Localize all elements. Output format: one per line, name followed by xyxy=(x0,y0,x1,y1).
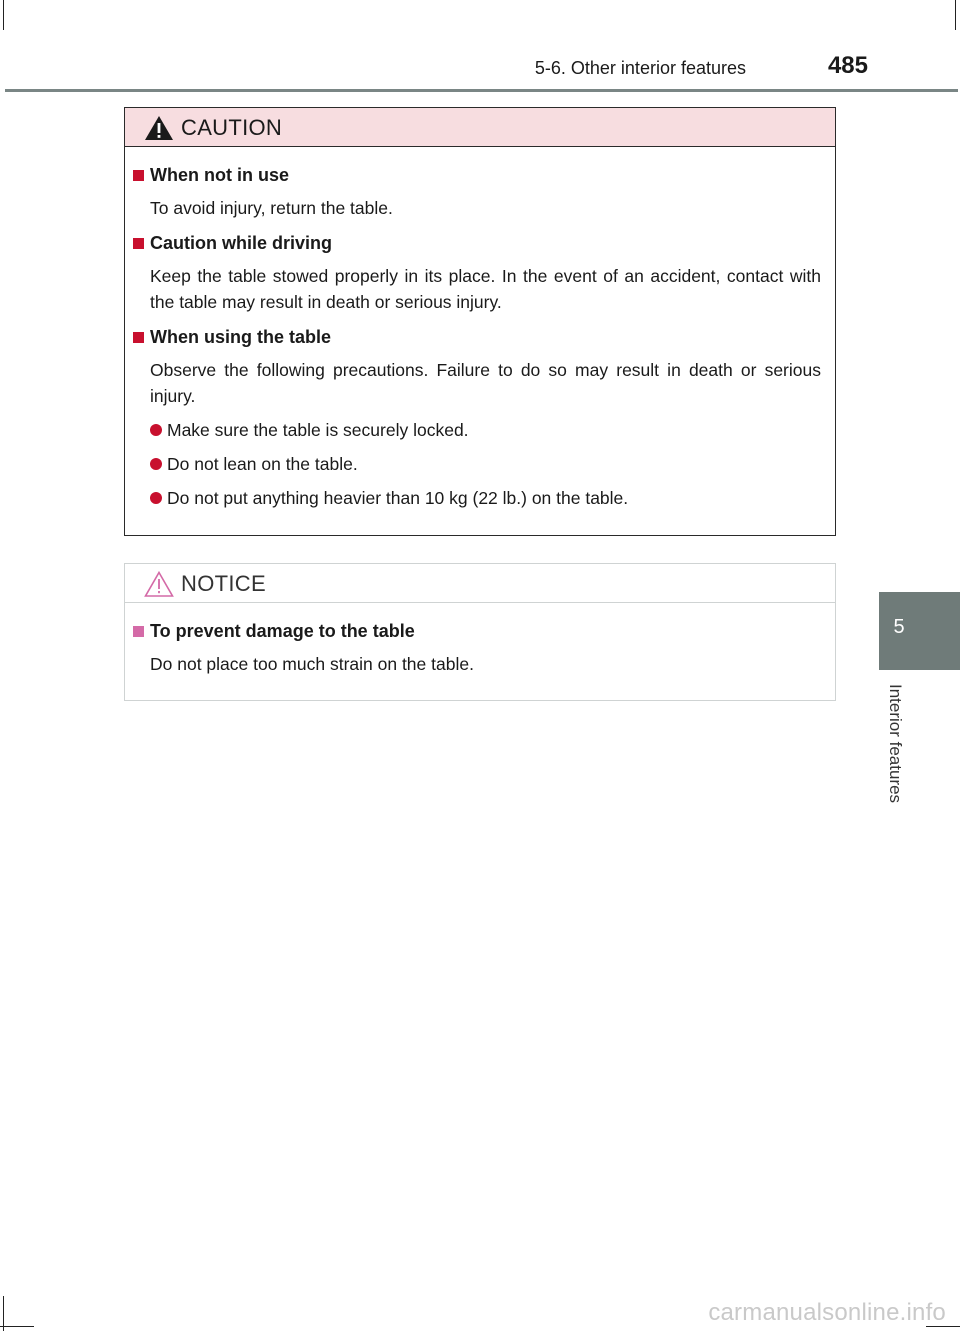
section-title: 5-6. Other interior features xyxy=(534,58,746,78)
caution-title: CAUTION xyxy=(181,115,283,140)
crop-mark xyxy=(0,1326,34,1327)
caution-heading xyxy=(133,161,821,189)
notice-box xyxy=(124,563,836,701)
chapter-number: 5 xyxy=(893,616,905,638)
caution-text: Observe the following precautions. Failure to do so may result in death or serious injury. xyxy=(150,360,821,406)
caution-header xyxy=(125,108,835,147)
bullet-text: Make sure the table is securely locked. xyxy=(167,420,469,440)
notice-heading xyxy=(133,617,821,645)
caution-bullet xyxy=(150,485,821,511)
round-bullet-icon xyxy=(150,458,162,470)
chapter-label: Interior features xyxy=(886,684,905,804)
notice-triangle-icon xyxy=(143,570,175,598)
heading-text: Caution while driving xyxy=(150,232,333,253)
crop-mark xyxy=(955,0,956,30)
caution-heading xyxy=(133,323,821,351)
caution-heading xyxy=(133,229,821,257)
watermark: carmanualsonline.info xyxy=(708,1299,946,1326)
square-bullet-icon xyxy=(133,626,144,637)
caution-bullet xyxy=(150,451,821,477)
caution-text: Keep the table stowed properly in its place. In the event of an accident, contact with the table may result in death or serious injury. xyxy=(150,266,821,312)
heading-text: When not in use xyxy=(150,164,289,185)
square-bullet-icon xyxy=(133,170,144,181)
caution-box xyxy=(124,107,836,536)
heading-text: To prevent damage to the table xyxy=(150,620,415,641)
bullet-text: Do not put anything heavier than 10 kg (22 lb.) on the table. xyxy=(167,488,629,508)
chapter-tab xyxy=(879,592,960,670)
square-bullet-icon xyxy=(133,238,144,249)
round-bullet-icon xyxy=(150,424,162,436)
page-number: 485 xyxy=(827,52,868,79)
caution-text: To avoid injury, return the table. xyxy=(150,198,393,218)
crop-mark xyxy=(3,0,4,30)
caution-bullet xyxy=(150,417,821,443)
notice-header xyxy=(125,564,835,603)
notice-title: NOTICE xyxy=(181,571,266,596)
warning-triangle-icon xyxy=(143,114,175,142)
bullet-text: Do not lean on the table. xyxy=(167,454,358,474)
caution-body xyxy=(125,147,835,511)
notice-text: Do not place too much strain on the table. xyxy=(150,654,474,674)
heading-text: When using the table xyxy=(150,326,332,347)
square-bullet-icon xyxy=(133,332,144,343)
header-rule xyxy=(5,89,958,92)
notice-body xyxy=(125,603,835,677)
round-bullet-icon xyxy=(150,492,162,504)
